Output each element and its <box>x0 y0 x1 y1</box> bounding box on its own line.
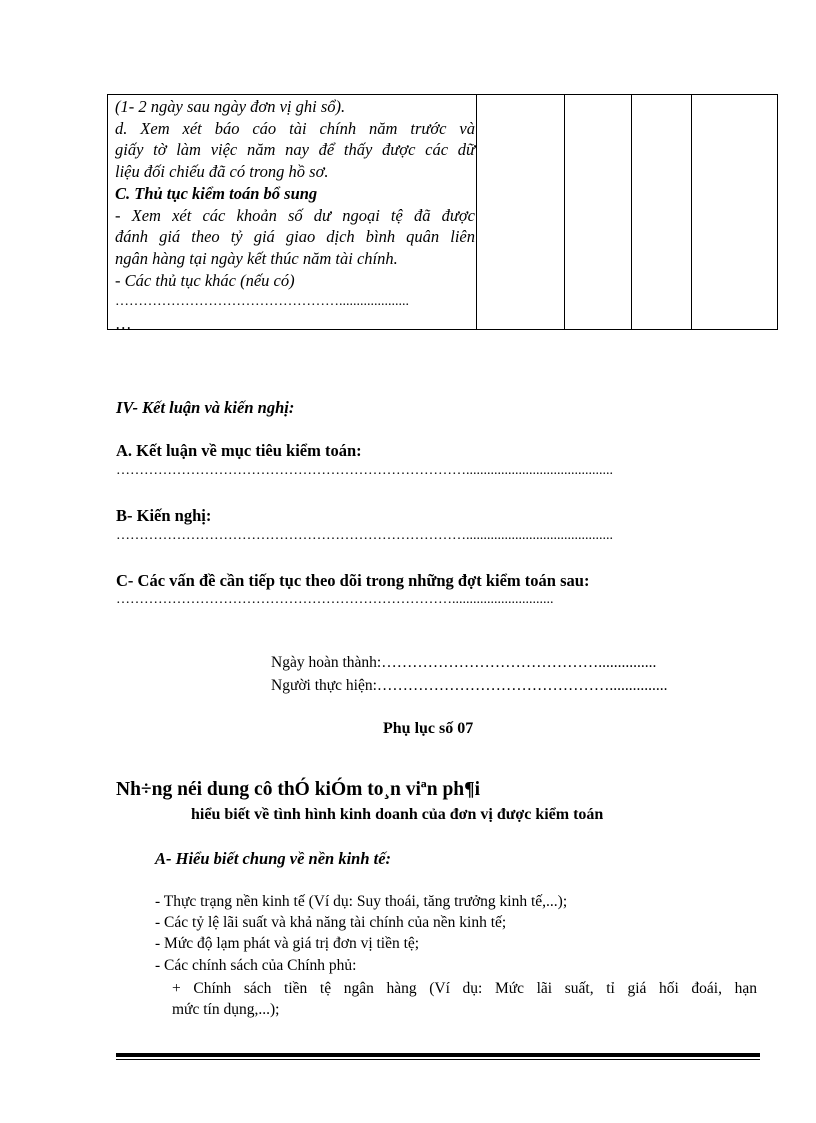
appendix-heading-line1: Nh÷ng néi dung cô thÓ kiÓm to¸n viªn ph¶i <box>116 779 481 800</box>
completion-date-line: Ngày hoàn thành:……………………………………............... <box>271 654 657 671</box>
procedure-line: d. Xem xét báo cáo tài chính năm trước và <box>115 118 475 138</box>
supplementary-procedures-heading: C. Thủ tục kiểm toán bổ sung <box>115 183 318 203</box>
audit-objective-conclusion-label: A. Kết luận về mục tiêu kiểm toán: <box>116 441 362 460</box>
appendix-heading-line2: hiểu biết về tình hình kinh doanh của đơn vị được kiểm toán <box>191 806 604 823</box>
table-column-divider <box>564 95 565 329</box>
economy-item: - Các chính sách của Chính phủ: <box>155 957 357 974</box>
procedure-line: liệu đối chiếu đã có trong hồ sơ. <box>115 162 329 182</box>
footer-rule-thick <box>116 1053 760 1057</box>
audit-procedures-table <box>107 94 778 334</box>
monetary-policy-item-continued: mức tín dụng,...); <box>172 1001 280 1018</box>
dotted-fill-line: ………………………………………….................... <box>115 294 409 310</box>
economy-item: - Thực trạng nền kinh tế (Ví dụ: Suy thoái, tăng trưởng kinh tế,...); <box>155 893 568 910</box>
economy-item: - Mức độ lạm phát và giá trị đơn vị tiền tệ; <box>155 935 420 952</box>
audit-objective-conclusion-dots: ………………………………………………………………….......................................... <box>116 463 613 478</box>
monetary-policy-item: + Chính sách tiền tệ ngân hàng (Ví dụ: Mức lãi suất, tỉ giá hối đoái, hạn <box>172 980 757 997</box>
follow-up-issues-dots: ………………………………………………………………............................. <box>116 592 554 607</box>
recommendations-dots: ………………………………………………………………….......................................... <box>116 528 613 543</box>
procedure-line: - Xem xét các khoản số dư ngoại tệ đã được <box>115 205 475 225</box>
procedures-cell <box>115 96 475 335</box>
follow-up-issues-label: C- Các vấn đề cần tiếp tục theo dõi trong những đợt kiểm toán sau: <box>116 571 590 590</box>
section-a-heading: A- Hiểu biết chung về nền kinh tế: <box>155 849 392 868</box>
economy-item: - Các tỷ lệ lãi suất và khả năng tài chính của nền kinh tế; <box>155 914 507 931</box>
recommendations-label: B- Kiến nghị: <box>116 506 212 525</box>
dotted-fill-line: … <box>115 314 132 334</box>
procedure-line: (1- 2 ngày sau ngày đơn vị ghi sổ). <box>115 97 346 116</box>
performer-line: Người thực hiện:………………………………………............... <box>271 677 668 694</box>
footer-rule-thin <box>116 1059 760 1060</box>
procedure-line: ngân hàng tại ngày kết thúc năm tài chính. <box>115 248 398 268</box>
procedure-line: giấy tờ làm việc năm nay để thấy được các dữ <box>115 140 475 160</box>
procedure-line: đánh giá theo tỷ giá giao dịch bình quân liên <box>115 227 475 247</box>
table-column-divider <box>476 95 477 329</box>
conclusion-heading: IV- Kết luận và kiến nghị: <box>116 398 295 417</box>
procedure-line: - Các thủ tục khác (nếu có) <box>115 270 295 290</box>
appendix-title: Phụ lục số 07 <box>383 720 474 737</box>
table-column-divider <box>691 95 692 329</box>
table-column-divider <box>631 95 632 329</box>
